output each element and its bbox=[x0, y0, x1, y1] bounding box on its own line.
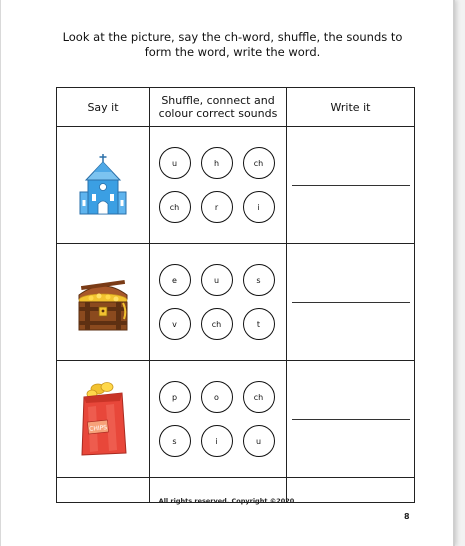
sound-circle[interactable]: ch bbox=[201, 308, 233, 340]
page-number: 8 bbox=[404, 512, 410, 521]
sounds-cell bbox=[150, 127, 287, 244]
header-shuffle-line1: Shuffle, connect and bbox=[161, 94, 275, 107]
table-row bbox=[57, 244, 415, 361]
copyright-footer: All rights reserved. Copyright ©2020 bbox=[158, 497, 295, 505]
write-cell[interactable] bbox=[287, 244, 415, 361]
sound-circle[interactable]: e bbox=[159, 264, 191, 296]
picture-cell bbox=[57, 127, 150, 244]
header-shuffle bbox=[150, 88, 287, 127]
header-shuffle-line2: colour correct sounds bbox=[158, 107, 278, 120]
write-line[interactable] bbox=[292, 419, 410, 420]
sound-circle[interactable]: v bbox=[159, 308, 191, 340]
sound-circle[interactable]: s bbox=[243, 264, 275, 296]
sounds-cell bbox=[150, 361, 287, 478]
table-header-row bbox=[57, 88, 415, 127]
chips-bag-icon bbox=[76, 379, 130, 459]
sound-circle[interactable]: p bbox=[159, 381, 191, 413]
table-row bbox=[57, 361, 415, 478]
sound-circle[interactable]: u bbox=[201, 264, 233, 296]
sounds-cell bbox=[150, 244, 287, 361]
picture-cell bbox=[57, 361, 150, 478]
write-cell[interactable] bbox=[287, 127, 415, 244]
picture-cell bbox=[57, 244, 150, 361]
sound-circle[interactable]: i bbox=[201, 425, 233, 457]
sound-circle[interactable]: r bbox=[201, 191, 233, 223]
sound-circles bbox=[150, 147, 286, 223]
sound-circle[interactable]: u bbox=[243, 425, 275, 457]
page-edge bbox=[0, 0, 1, 546]
write-cell[interactable] bbox=[287, 361, 415, 478]
chips-bag-label: CHIPS bbox=[88, 424, 108, 433]
sound-circles bbox=[150, 264, 286, 340]
sound-circle[interactable]: ch bbox=[243, 147, 275, 179]
sound-circle[interactable]: s bbox=[159, 425, 191, 457]
instruction-text: Look at the picture, say the ch-word, shuffle, the sounds to form the word, write the word. bbox=[62, 30, 403, 59]
worksheet-table bbox=[56, 87, 415, 503]
sound-circle[interactable]: o bbox=[201, 381, 233, 413]
write-line[interactable] bbox=[292, 185, 410, 186]
sound-circles bbox=[150, 381, 286, 457]
sound-circle[interactable]: ch bbox=[159, 191, 191, 223]
header-write-it: Write it bbox=[287, 88, 415, 127]
treasure-chest-icon bbox=[75, 269, 131, 335]
sound-circle[interactable]: ch bbox=[243, 381, 275, 413]
header-say-it: Say it bbox=[57, 88, 150, 127]
sound-circle[interactable]: h bbox=[201, 147, 233, 179]
write-line[interactable] bbox=[292, 302, 410, 303]
church-icon bbox=[78, 152, 128, 218]
sound-circle[interactable]: i bbox=[243, 191, 275, 223]
sound-circle[interactable]: u bbox=[159, 147, 191, 179]
sound-circle[interactable]: t bbox=[243, 308, 275, 340]
table-row bbox=[57, 127, 415, 244]
